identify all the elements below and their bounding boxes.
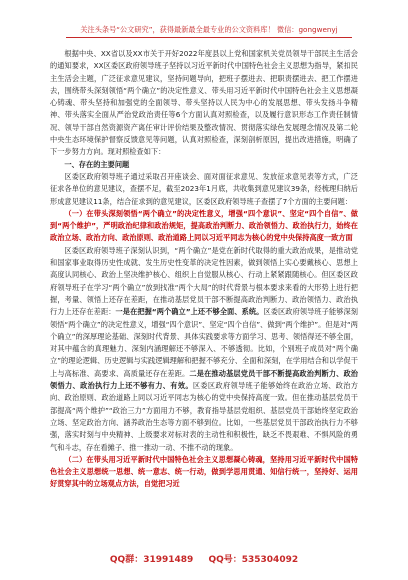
problem-point-1: 一是在把握“两个确立”上还不够全面、系统。 [115,307,264,317]
problem-text-b: 区委区政府领导班子能够深刻领悟“两个确立”的决定性意义，增强“四个意识”、坚定“四个自信”、做到“两个维护”。但是对“两个确立”的深厚理论基础、深刻时代背景、具体实践要求等方面学习、思考、领悟得还不够全面，对其中蕴含的真理魅力、深刻内涵理解还不够深入、不够透彻。比如，个别班子成员对“两个确立”的理论逻辑、历史逻辑与实践逻辑理解和把握不够充分、全面和深刻，在学用结合和以学促干上与高标准、高要求、高质量还存在差距。 [50,307,358,378]
document-body [50,48,358,546]
summary-paragraph: 区委区政府领导班子通过采取召开座谈会、面对面征求意见、发放征求意见表等方式，广泛征求各单位的意见建议，查摆不足，截至2023年1月底，共收集到意见建议39条，经梳理归纳后形成意见建议11条，结合征求到的意见建议，区委区政府领导班子查摆了7个方面的主要问题： [50,171,358,206]
problem-point-2: 二是在推动基层党员干部不断提高政治判断力、政治领悟力、政治执行力上还不够有力、有效。 [50,368,358,391]
promo-header [66,24,352,38]
problem-text-a: 区委区政府领导班子深刻认识到，“两个确立”是党在新时代取得的重大政治成果，是推动党和国家事业取得历史性成就、发生历史性变革的决定性因素，做到领悟上实心要戴核心、思想上高度认同核心、政治上坚决维护核心、组织上自觉服从核心、行动上紧紧跟随核心。但区委区政府领导班子在学习“两个确立”放到找准“两个大局”的时代背景与根本要求来看的大形势上进行把握，考量、领悟上还存在差距，在推动基层党员干部不断提高政治判断力、政治领悟力、政治执行力上还存在差距： [50,245,358,317]
section-heading: 一、存在的主要问题 [64,159,130,169]
subsection-heading-2: （二）在带头用习近平新时代中国特色社会主义思想凝心铸魂，坚持用习近平新时代中国特色社会主义思想统一思想、统一意志、统一行动，做到学思用贯通、知信行统一，坚持好、运用好贯穿其中的立场观点方法，自觉把习近 [50,454,358,489]
footer-qq-group: QQ群：31991489 [109,555,194,565]
problem-text-c: 区委区政府领导班子能够始终在政治立场、政治方向、政治原则、政治道路上同以习近平同志为核心的党中央保持高度一致。但在推动基层党员干部提高“两个维护”“政治三力”方面用力不够，教育指导基层党组织、基层党员干部始终坚定政治立场、坚定政治方向、涵养政治生态等方面不够到位。比如，一些基层党员干部政治执行力不够强，落实时刻与中央精神、上级要求对标对表的主动性和积极性，缺乏不畏艰难、不惧风险的勇气和斗志，存在看摊子、推一推动一动、不推不动的现象。 [50,381,358,452]
footer-qq-number: QQ号：535304092 [208,555,299,565]
intro-paragraph: 根据中央、XX省以及XX市关于开好2022年度县以上党和国家机关党员领导干部民主生活会的通知要求，XX区委区政府领导班子坚持以习近平新时代中国特色社会主义思想为指导，紧扣民主生活会主题，广泛征求意见建议，坚持问题导向，把班子摆进去、把职责摆进去、把工作摆进去，围绕带头深刻领悟“两个确立”的决定性意义、带头用习近平新时代中国特色社会主义思想凝心铸魂、带头坚持和加强党的全面领导、带头坚持以人民为中心的发展思想、带头发扬斗争精神、带头落实全面从严治党政治责任等6个方面认真对照检查，以及履行意识形态工作责任制情况、领导干部自然资源资产离任审计评价结果及整改情况、贯彻落实绿色发展理念情况及第二轮中央生态环境保护督察反馈意见等问题，认真对照检查，深刻剖析原因，提出改进措施，明确了下一步努力方向。现对照检查如下： [50,49,358,157]
problem-paragraph-1 [50,245,358,454]
subsection-heading-1: （一）在带头深刻领悟“两个确立”的决定性意义，增强“四个意识”、坚定“四个自信”、做到“两个维护”，严明政治纪律和政治规矩，提高政治判断力、政治领悟力、政治执行力，始终在政治立场、政治方向、政治原则、政治道路上同以习近平同志为核心的党中央保持高度一致方面 [50,208,358,243]
contact-footer [0,552,408,568]
promo-header-text: 关注头条号“公文研究”，获得最新最全最专业的公文资料库！ 微信：gongwenyj [80,25,338,34]
